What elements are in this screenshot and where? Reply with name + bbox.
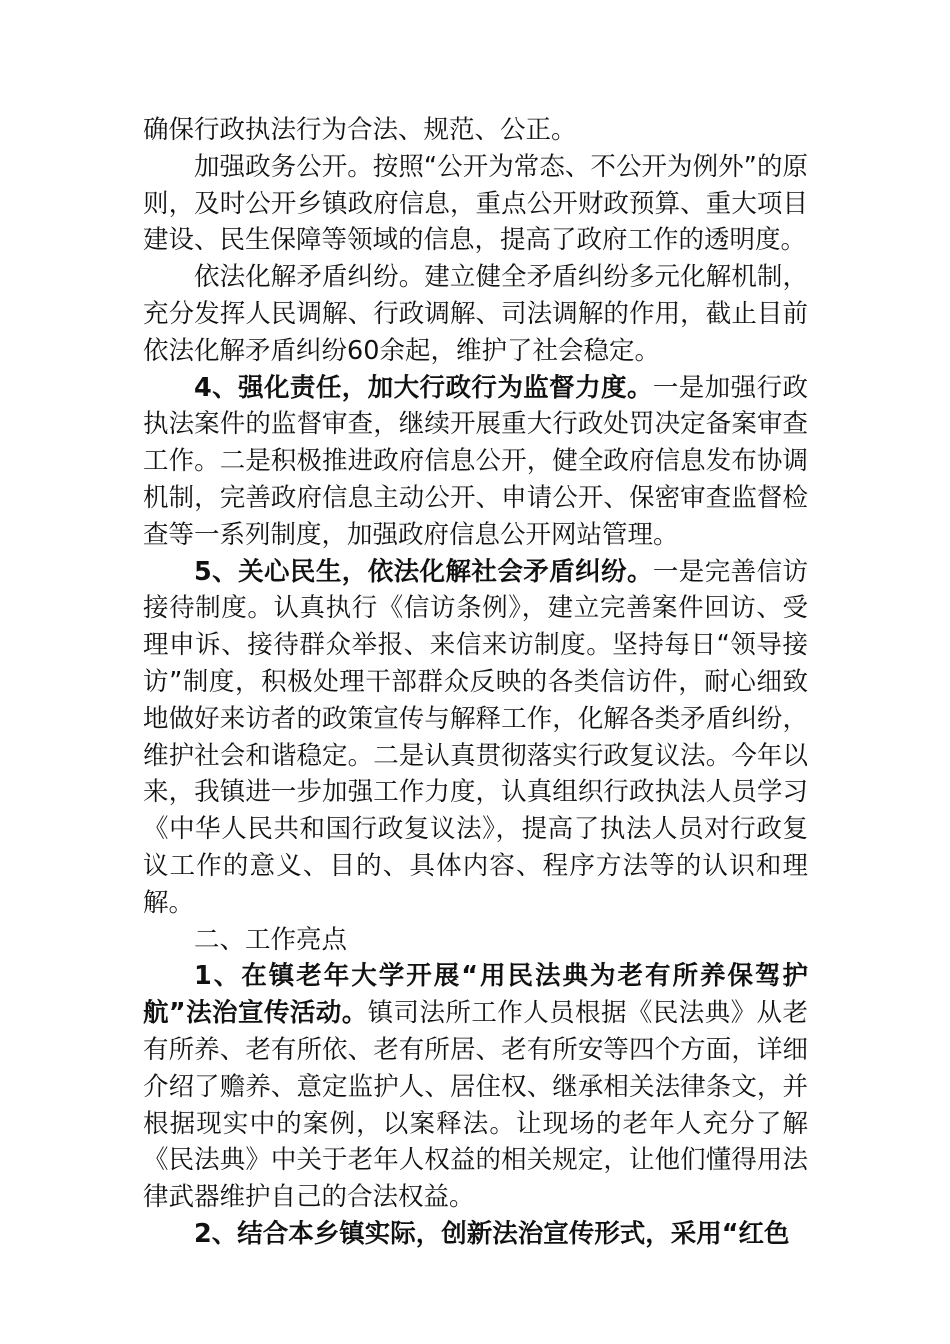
section-heading-highlights: [143, 922, 808, 959]
paragraph-heading: 5、关心民生，依法化解社会矛盾纠纷。: [194, 556, 653, 587]
paragraph-text: 镇司法所工作人员根据《民法典》从老有所养、老有所依、老有所居、老有所安等四个方面，详细介绍了赡养、意定监护人、居住权、继承相关法律条文，并根据现实中的案例，以案释法。让现场的老年人充分了解《民法典》中关于老年人权益的相关规定，让他们懂得用法律武器维护自己的合法权益。: [143, 998, 808, 1213]
paragraph-text: 确保行政执法行为合法、规范、公正。: [143, 115, 577, 145]
paragraph-highlight-1: [143, 958, 808, 1216]
paragraph-text: 依法化解矛盾纠纷。建立健全矛盾纠纷多元化解机制，充分发挥人民调解、行政调解、司法调解的作用，截止目前依法化解矛盾纠纷60余起，维护了社会稳定。: [143, 262, 808, 366]
section-heading-text: 二、工作亮点: [194, 924, 348, 955]
paragraph-heading: 1、在镇老年大学开展“用民法典为老有所养保驾护航”法治宣传活动。: [143, 961, 808, 1029]
paragraph-highlight-2: [143, 1216, 808, 1253]
paragraph-heading: 4、强化责任，加大行政行为监督力度。: [194, 372, 653, 403]
paragraph-text: 一是加强行政执法案件的监督审查，继续开展重大行政处罚决定备案审查工作。二是积极推进政府信息公开，健全政府信息发布协调机制，完善政府信息主动公开、申请公开、保密审查监督检查等一系列制度，加强政府信息公开网站管理。: [143, 372, 808, 550]
paragraph-dispute-resolution: [143, 259, 808, 369]
paragraph-item-5-livelihood: [143, 554, 808, 922]
document-body: [143, 112, 808, 1253]
paragraph-heading: 2、结合本乡镇实际，创新法治宣传形式，采用“红色: [194, 1218, 790, 1249]
paragraph-government-affairs-openness: [143, 149, 808, 259]
paragraph-continuation: [143, 112, 808, 149]
paragraph-text: 一是完善信访接待制度。认真执行《信访条例》，建立完善案件回访、受理申诉、接待群众举报、来信来访制度。坚持每日“领导接访”制度，积极处理干部群众反映的各类信访件，耐心细致地做好来访者的政策宣传与解释工作，化解各类矛盾纠纷，维护社会和谐稳定。二是认真贯彻落实行政复议法。今年以来，我镇进一步加强工作力度，认真组织行政执法人员学习《中华人民共和国行政复议法》，提高了执法人员对行政复议工作的意义、目的、具体内容、程序方法等的认识和理解。: [143, 556, 808, 918]
paragraph-item-4-supervision: [143, 370, 808, 554]
paragraph-text: 加强政务公开。按照“公开为常态、不公开为例外”的原则，及时公开乡镇政府信息，重点公开财政预算、重大项目建设、民生保障等领域的信息，提高了政府工作的透明度。: [143, 151, 808, 256]
